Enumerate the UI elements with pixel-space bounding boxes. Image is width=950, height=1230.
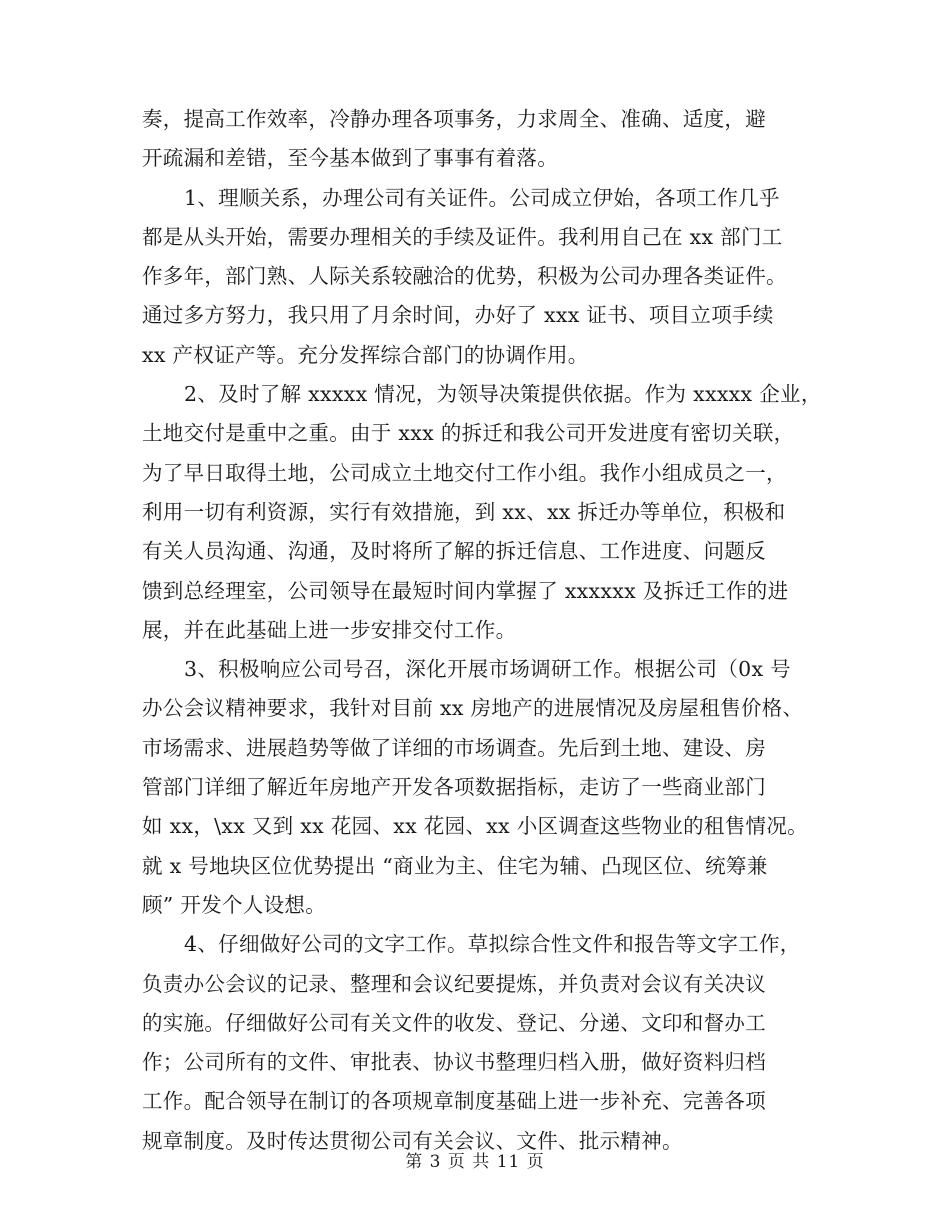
text-line: 通过多方努力，我只用了月余时间，办好了 xxx 证书、项目立项手续 [142,303,774,328]
text-line: 2、及时了解 xxxxx 情况，为领导决策提供依据。作为 xxxxx 企业， [184,382,822,407]
text-line: 3、积极响应公司号召，深化开展市场调研工作。根据公司（0x 号 [184,657,791,682]
paragraph-item-1 [142,179,822,375]
body-text [142,100,822,1161]
paragraph-item-3 [142,650,822,925]
text-line: 有关人员沟通、沟通，及时将所了解的拆迁信息、工作进度、问题反 [142,539,766,564]
text-line: 顾” 开发个人设想。 [142,892,326,917]
page-number-footer: 第 3 页 共 11 页 [405,1152,545,1172]
text-line: 开疏漏和差错，至今基本做到了事事有着落。 [142,146,558,171]
text-line: 管部门详细了解近年房地产开发各项数据指标，走访了一些商业部门 [142,775,766,800]
text-line: 1、理顺关系，办理公司有关证件。公司成立伊始，各项工作几乎 [184,185,780,210]
text-line: 就 x 号地块区位优势提出 “商业为主、住宅为辅、凸现区位、统筹兼 [142,853,768,878]
text-line: 为了早日取得土地，公司成立土地交付工作小组。我作小组成员之一， [142,460,787,485]
text-line: 馈到总经理室，公司领导在最短时间内掌握了 xxxxxx 及拆迁工作的进 [142,578,789,603]
text-line: 作多年，部门熟、人际关系较融洽的优势，积极为公司办理各类证件。 [142,264,787,289]
text-line: 工作。配合领导在制订的各项规章制度基础上进一步补充、完善各项 [142,1089,766,1114]
text-line: 规章制度。及时传达贯彻公司有关会议、文件、批示精神。 [142,1128,683,1153]
paragraph-item-4 [142,925,822,1161]
text-line: 展，并在此基础上进一步安排交付工作。 [142,617,517,642]
text-line: 4、仔细做好公司的文字工作。草拟综合性文件和报告等文字工作， [184,932,801,957]
text-line: 都是从头开始，需要办理相关的手续及证件。我利用自己在 xx 部门工 [142,224,783,249]
text-line: 市场需求、进展趋势等做了详细的市场调查。先后到土地、建设、房 [142,735,766,760]
text-line: xx 产权证产等。充分发挥综合部门的协调作用。 [142,342,589,367]
paragraph-continuation [142,100,822,179]
text-line: 利用一切有利资源，实行有效措施，到 xx、xx 拆迁办等单位，积极和 [142,499,786,524]
text-line: 土地交付是重中之重。由于 xxx 的拆迁和我公司开发进度有密切关联， [142,421,795,446]
text-line: 如 xx，\xx 又到 xx 花园、xx 花园、xx 小区调查这些物业的租售情况。 [142,814,808,839]
text-line: 奏，提高工作效率，冷静办理各项事务，力求周全、准确、适度，避 [142,107,766,131]
text-line: 办公会议精神要求，我针对目前 xx 房地产的进展情况及房屋租售价格、 [142,696,804,721]
text-line: 作；公司所有的文件、审批表、协议书整理归档入册，做好资料归档 [142,1050,766,1075]
text-line: 负责办公会议的记录、整理和会议纪要提炼，并负责对会议有关决议 [142,971,766,996]
text-line: 的实施。仔细做好公司有关文件的收发、登记、分递、文印和督办工 [142,1010,766,1035]
paragraph-item-2 [142,375,822,650]
